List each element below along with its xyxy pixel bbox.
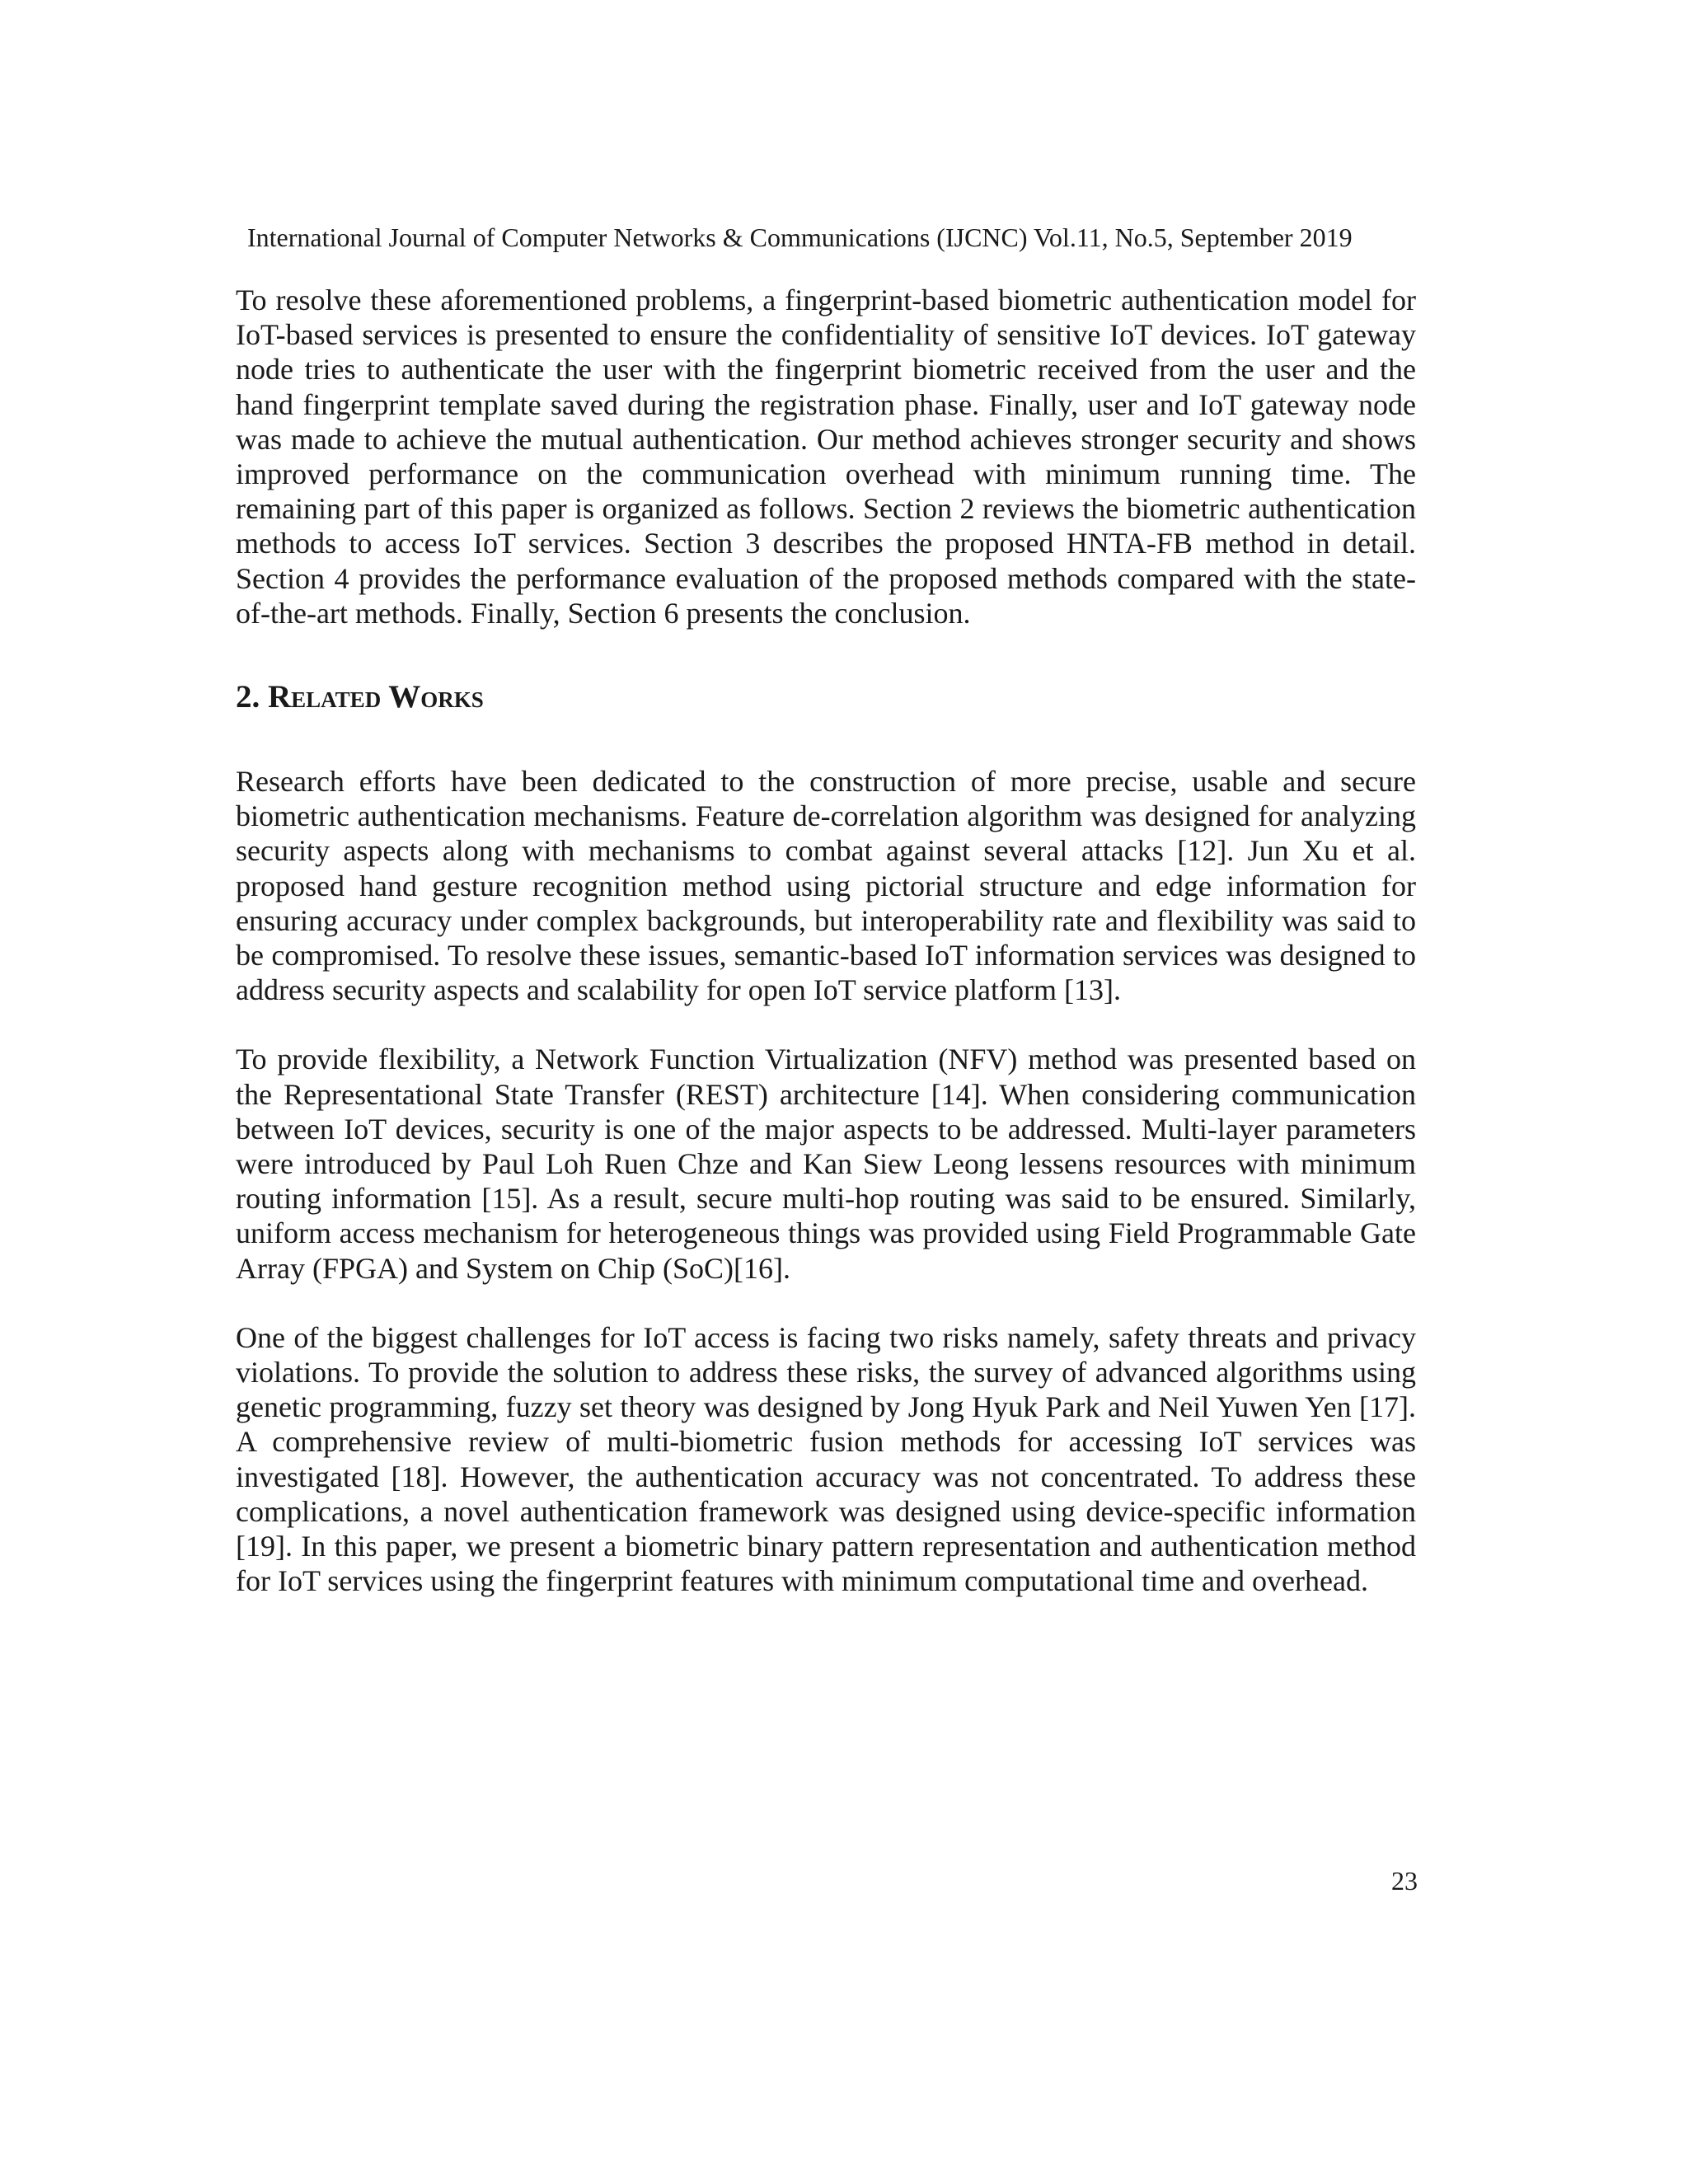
section-title: Related Works	[268, 679, 484, 715]
page-number: 23	[1391, 1866, 1418, 1896]
related-works-paragraph-2: To provide flexibility, a Network Function Virtualization (NFV) method was presented based on the Representational State Transfer (REST) architecture [14]. When considering communication between IoT devices, security is one of the major aspects to be addressed. Multi-layer parameters were introduced by Paul Loh Ruen Chze and Kan Siew Leong lessens resources with minimum routing information [15]. As a result, secure multi-hop routing was said to be ensured. Similarly, uniform access mechanism for heterogeneous things was provided using Field Programmable Gate Array (FPGA) and System on Chip (SoC)[16].	[236, 1043, 1416, 1285]
section-number: 2.	[236, 679, 260, 715]
section-heading	[236, 678, 1416, 716]
related-works-paragraph-3: One of the biggest challenges for IoT access is facing two risks namely, safety threats and privacy violations. To provide the solution to address these risks, the survey of advanced algorithms using genetic programming, fuzzy set theory was designed by Jong Hyuk Park and Neil Yuwen Yen [17]. A comprehensive review of multi-biometric fusion methods for accessing IoT services was investigated [18]. However, the authentication accuracy was not concentrated. To address these complications, a novel authentication framework was designed using device-specific information [19]. In this paper, we present a biometric binary pattern representation and authentication method for IoT services using the fingerprint features with minimum computational time and overhead.	[236, 1320, 1416, 1598]
running-header: International Journal of Computer Networks & Communications (IJCNC) Vol.11, No.5, September 2019	[247, 223, 1353, 252]
page-body	[236, 283, 1416, 1599]
related-works-paragraph-1: Research efforts have been dedicated to the construction of more precise, usable and secure biometric authentication mechanisms. Feature de-correlation algorithm was designed for analyzing security aspects along with mechanisms to combat against several attacks [12]. Jun Xu et al. proposed hand gesture recognition method using pictorial structure and edge information for ensuring accuracy under complex backgrounds, but interoperability rate and flexibility was said to be compromised. To resolve these issues, semantic-based IoT information services was designed to address security aspects and scalability for open IoT service platform [13].	[236, 765, 1416, 1007]
intro-paragraph: To resolve these aforementioned problems, a fingerprint-based biometric authentication model for IoT-based services is presented to ensure the confidentiality of sensitive IoT devices. IoT gateway node tries to authenticate the user with the fingerprint biometric received from the user and the hand fingerprint template saved during the registration phase. Finally, user and IoT gateway node was made to achieve the mutual authentication. Our method achieves stronger security and shows improved performance on the communication overhead with minimum running time. The remaining part of this paper is organized as follows. Section 2 reviews the biometric authentication methods to access IoT services. Section 3 describes the proposed HNTA-FB method in detail. Section 4 provides the performance evaluation of the proposed methods compared with the state-of-the-art methods. Finally, Section 6 presents the conclusion.	[236, 284, 1416, 630]
